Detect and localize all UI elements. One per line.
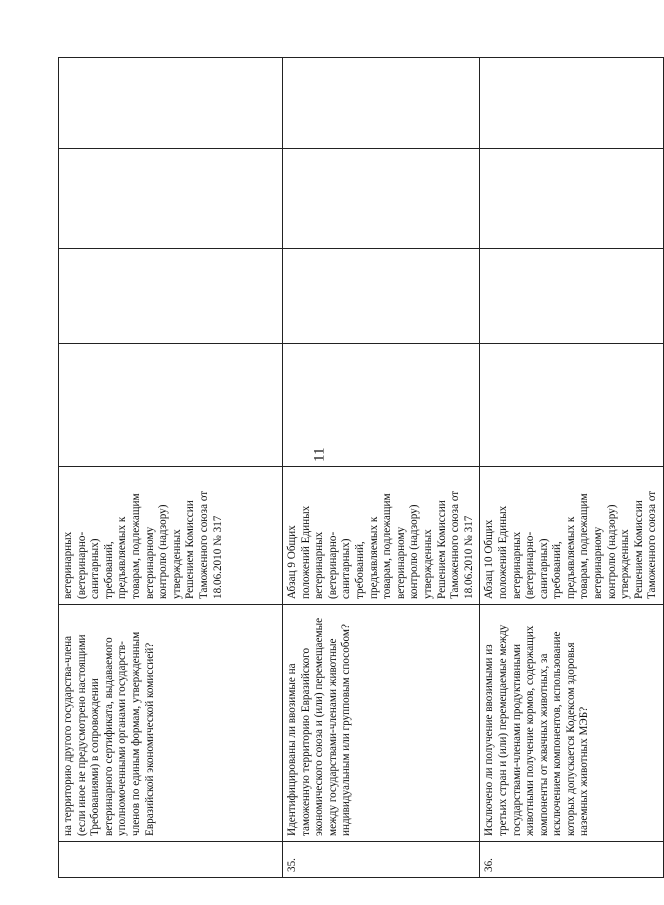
rotated-table-container <box>58 58 659 878</box>
question-cell: на территорию другого государства-члена (если иное не предусмотрено настоящими Требованиями) в сопровождении ветеринарного сертификата, выдаваемого уполномоченными органами государств-членов по единым формам, утвержденным Евразийской экономической комиссией? <box>59 605 283 842</box>
question-cell: Идентифицированы ли ввозимые на таможенную территорию Евразийского экономического союза и (или) перемещаемые между государствами-членами животные индивидуальным или групповым способом? <box>283 605 480 842</box>
answer-cell-1 <box>480 344 664 467</box>
answer-cell-2 <box>480 249 664 344</box>
reference-cell: Абзац 9 Общих положений Единых ветеринарных (ветеринарно- санитарных) требований, предъявляемых к товарам, подлежащим ветеринарному контролю (надзору) утвержденных Решением Комиссии Таможенного союза от 18.06.2010 № 317 <box>283 467 480 605</box>
table-row <box>480 58 664 878</box>
answer-cell-3 <box>59 149 283 249</box>
table-row <box>283 58 480 878</box>
answer-cell-2 <box>59 249 283 344</box>
answer-cell-1 <box>283 344 480 467</box>
row-number-cell: 35. <box>283 842 480 878</box>
question-cell: Исключено ли получение ввозимыми из третьих стран и (или) перемещаемые между государствами-членами продуктивными животными получение кормов, содержащих компоненты от жвачных животных, за исключением компонентов, использование которых допускается Кодексом здоровья наземных животных МЭБ? <box>480 605 664 842</box>
answer-cell-1 <box>59 344 283 467</box>
note-cell <box>480 58 664 149</box>
answer-cell-3 <box>283 149 480 249</box>
checklist-table <box>58 57 664 878</box>
answer-cell-2 <box>283 249 480 344</box>
answer-cell-3 <box>480 149 664 249</box>
row-number-cell <box>59 842 283 878</box>
note-cell <box>283 58 480 149</box>
table-row <box>59 58 283 878</box>
row-number-cell: 36. <box>480 842 664 878</box>
reference-cell: ветеринарных (ветеринарно- санитарных) требований, предъявляемых к товарам, подлежащим ветеринарному контролю (надзору) утвержденных Решением Комиссии Таможенного союза от 18.06.2010 № 317 <box>59 467 283 605</box>
note-cell <box>59 58 283 149</box>
page-number: 11 <box>311 447 328 463</box>
reference-cell: Абзац 10 Общих положений Единых ветеринарных (ветеринарно- санитарных) требований, предъявляемых к товарам, подлежащим ветеринарному контролю (надзору) утвержденных Решением Комиссии Таможенного союза от <box>480 467 664 605</box>
